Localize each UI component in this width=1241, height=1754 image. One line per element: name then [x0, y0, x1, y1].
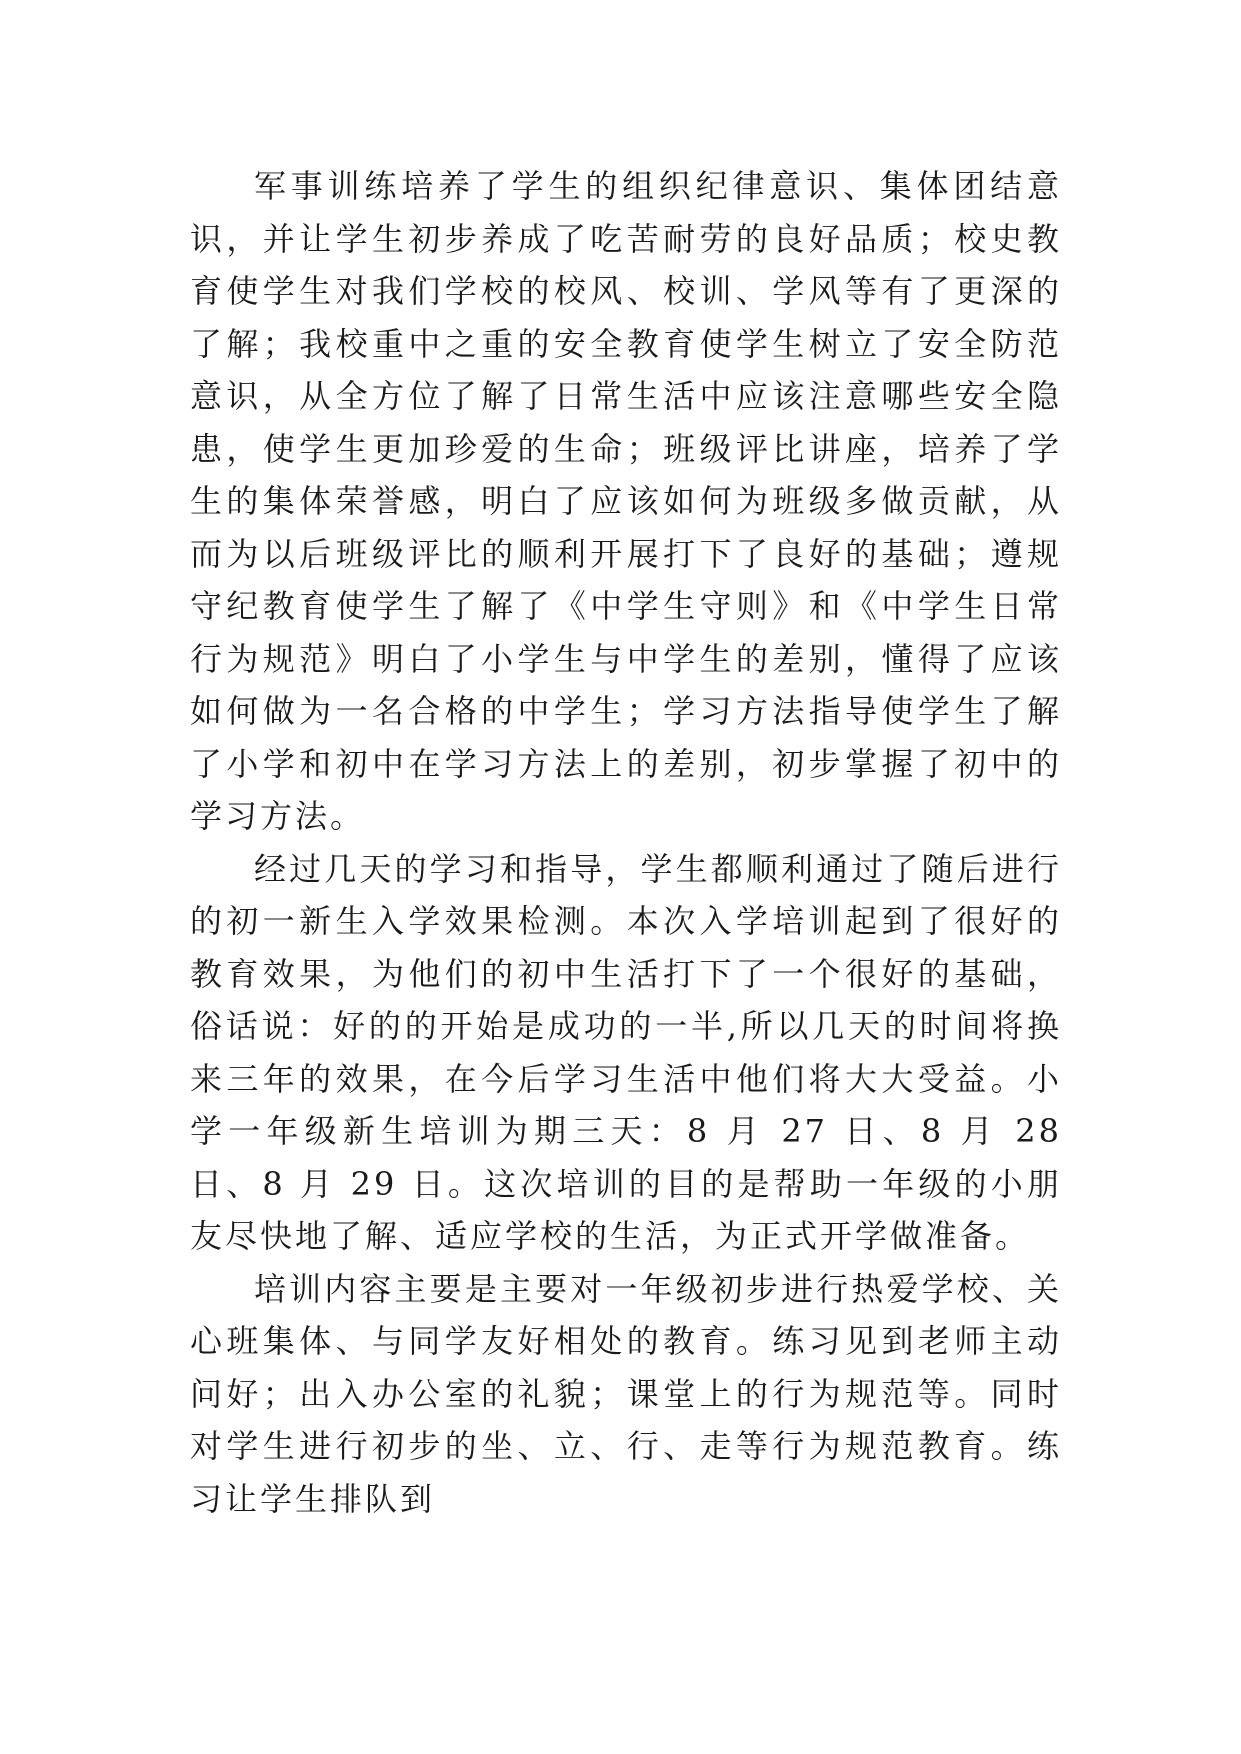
- paragraph-2: 经过几天的学习和指导，学生都顺利通过了随后进行的初一新生入学效果检测。本次入学培训起到了很好的教育效果，为他们的初中生活打下了一个很好的基础，俗话说：好的的开始是成功的一半,所以几天的时间将换来三年的效果，在今后学习生活中他们将大大受益。小学一年级新生培训为期三天：8 月 27 日、8 月 28 日、8 月 29 日。这次培训的目的是帮助一年级的小朋友尽快地了解、适应学校的生活，为正式开学做准备。: [190, 849, 1062, 1255]
- paragraph-3: 培训内容主要是主要对一年级初步进行热爱学校、关心班集体、与同学友好相处的教育。练习见到老师主动问好；出入办公室的礼貌；课堂上的行为规范等。同时对学生进行初步的坐、立、行、走等行为规范教育。练习让学生排队到: [190, 1269, 1062, 1518]
- document-body: [190, 160, 1062, 1525]
- paragraph-1: 军事训练培养了学生的组织纪律意识、集体团结意识，并让学生初步养成了吃苦耐劳的良好品质；校史教育使学生对我们学校的校风、校训、学风等有了更深的了解；我校重中之重的安全教育使学生树立了安全防范意识，从全方位了解了日常生活中应该注意哪些安全隐患，使学生更加珍爱的生命；班级评比讲座，培养了学生的集体荣誉感，明白了应该如何为班级多做贡献，从而为以后班级评比的顺利开展打下了良好的基础；遵规守纪教育使学生了解了《中学生守则》和《中学生日常行为规范》明白了小学生与中学生的差别，懂得了应该如何做为一名合格的中学生；学习方法指导使学生了解了小学和初中在学习方法上的差别，初步掌握了初中的学习方法。: [190, 167, 1062, 835]
